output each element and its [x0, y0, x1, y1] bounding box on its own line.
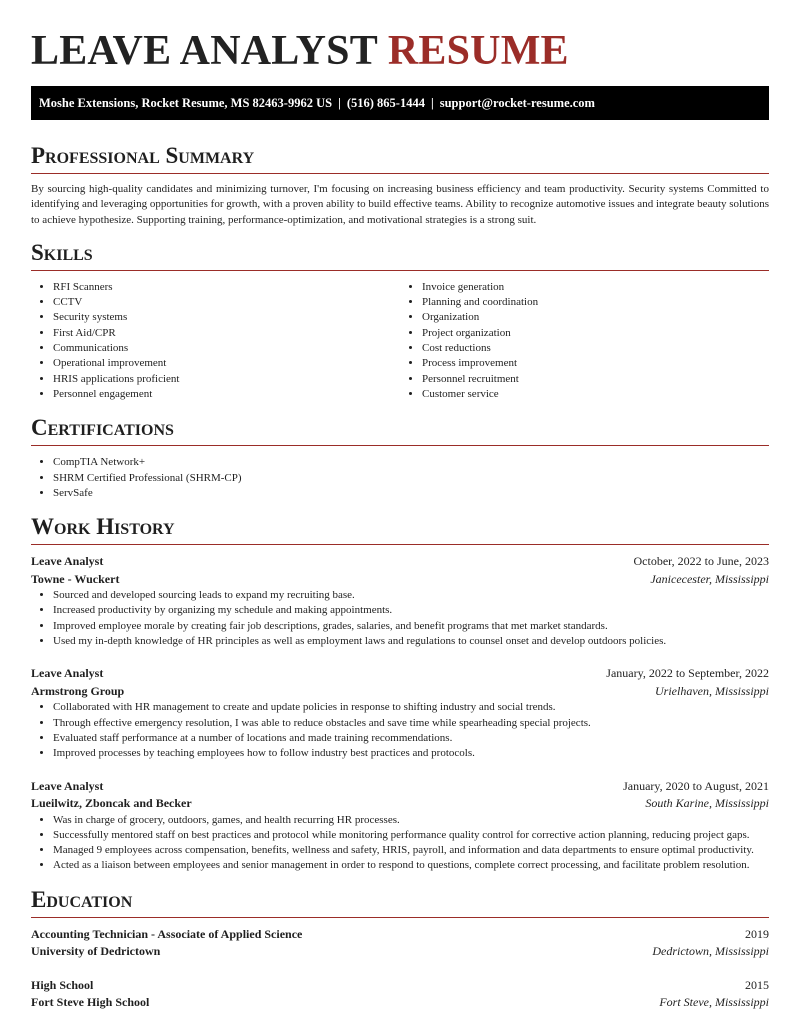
job-title: Leave Analyst — [31, 554, 104, 569]
skills-section — [31, 240, 769, 402]
contact-email[interactable]: support@rocket-resume.com — [439, 96, 595, 110]
job-bullet: • Was in charge of grocery, outdoors, games, and health recurring HR processes. — [53, 813, 769, 828]
job-title: Leave Analyst — [31, 666, 104, 681]
job-header-row — [31, 665, 769, 683]
job-bullet: • Acted as a liaison between employees and senior management in order to respond to questions, complete correct processing, and facilitate problem resolution. — [53, 858, 769, 873]
certification-item: • CompTIA Network+ — [53, 455, 769, 470]
job-company: Lueilwitz, Zboncak and Becker — [31, 796, 192, 811]
section-heading-skills: Skills — [31, 240, 769, 271]
job-company-row — [31, 795, 769, 813]
education-entry — [31, 926, 769, 961]
skill-item: • HRIS applications proficient — [53, 372, 400, 387]
certification-item: • SHRM Certified Professional (SHRM-CP) — [53, 471, 769, 486]
summary-text: By sourcing high-quality candidates and minimizing turnover, I'm focusing on increasing business efficiency and team productivity. Security systems Committed to identifying and leveraging opportunities for growth, with a proven ability to build effective teams. Ability to recognize automotive issues and integrate beauty solutions to achieve hypothesize. Supporting training, performance-optimization, and motivational strategies is a strong suit. — [31, 183, 769, 226]
job-company: Towne - Wuckert — [31, 571, 120, 586]
skill-item: • Personnel recruitment — [422, 372, 769, 387]
job-entry — [31, 553, 769, 649]
skill-item: • Customer service — [422, 387, 769, 402]
contact-separator: | — [338, 96, 341, 110]
certifications-section — [31, 415, 769, 501]
job-entry — [31, 665, 769, 761]
skill-item: • Security systems — [53, 310, 400, 325]
resume-title — [31, 0, 769, 81]
skill-item: • Project organization — [422, 326, 769, 341]
title-main: LEAVE ANALYST — [31, 28, 378, 74]
contact-address: Moshe Extensions, Rocket Resume, MS 82463-9962 US — [39, 96, 333, 110]
title-accent: RESUME — [387, 28, 569, 74]
skills-list-left — [31, 280, 400, 402]
skill-item: • Communications — [53, 341, 400, 356]
job-location: South Karine, Mississippi — [645, 796, 769, 811]
skill-item: • CCTV — [53, 295, 400, 310]
education-section — [31, 887, 769, 1012]
jobs-list — [31, 553, 769, 874]
job-bullet: • Increased productivity by organizing my schedule and making appointments. — [53, 603, 769, 618]
job-entry — [31, 778, 769, 874]
education-year: 2015 — [745, 977, 769, 992]
contact-bar — [31, 86, 769, 120]
section-heading-education: Education — [31, 887, 769, 918]
section-heading-work-history: Work History — [31, 514, 769, 545]
education-header-row — [31, 977, 769, 995]
job-bullet: • Used my in-depth knowledge of HR principles as well as employment laws and regulations to counsel onset and develop outdoors policies. — [53, 634, 769, 649]
education-list — [31, 926, 769, 1012]
job-bullets — [31, 588, 769, 649]
summary-section — [31, 143, 769, 228]
skill-item: • Planning and coordination — [422, 295, 769, 310]
education-school-row — [31, 994, 769, 1012]
skill-item: • Invoice generation — [422, 280, 769, 295]
education-school: University of Dedrictown — [31, 944, 161, 959]
job-dates: January, 2022 to September, 2022 — [606, 666, 769, 681]
education-school: Fort Steve High School — [31, 995, 150, 1010]
education-school-row — [31, 943, 769, 961]
contact-phone[interactable]: (516) 865-1444 — [346, 96, 425, 110]
job-dates: January, 2020 to August, 2021 — [623, 778, 769, 793]
job-bullets — [31, 700, 769, 761]
job-bullet: • Improved employee morale by creating fair job descriptions, grades, salaries, and benefit programs that met market standards. — [53, 619, 769, 634]
job-header-row — [31, 778, 769, 796]
skills-list-right — [400, 280, 769, 402]
skill-item: • Process improvement — [422, 356, 769, 371]
section-heading-certifications: Certifications — [31, 415, 769, 446]
education-location: Fort Steve, Mississippi — [659, 995, 769, 1010]
job-location: Urielhaven, Mississippi — [655, 683, 769, 698]
education-year: 2019 — [745, 926, 769, 941]
job-title: Leave Analyst — [31, 778, 104, 793]
skill-item: • Cost reductions — [422, 341, 769, 356]
job-company: Armstrong Group — [31, 683, 125, 698]
job-bullets — [31, 813, 769, 874]
job-company-row — [31, 571, 769, 589]
job-bullet: • Improved processes by teaching employees how to follow industry best practices and protocols. — [53, 746, 769, 761]
job-header-row — [31, 553, 769, 571]
job-bullet: • Successfully mentored staff on best practices and protocol while monitoring performance quality control for corrective action planning, reducing project gaps. — [53, 828, 769, 843]
job-bullet: • Through effective emergency resolution, I was able to reduce obstacles and save time while spearheading special projects. — [53, 716, 769, 731]
education-header-row — [31, 926, 769, 944]
certification-item: • ServSafe — [53, 486, 769, 501]
job-location: Janicecester, Mississippi — [650, 571, 769, 586]
job-bullet: • Managed 9 employees across compensation, benefits, wellness and safety, HRIS, payroll, and information and data departments to ensure optimal productivity. — [53, 843, 769, 858]
education-degree: Accounting Technician - Associate of Applied Science — [31, 926, 303, 941]
education-entry — [31, 977, 769, 1012]
job-bullet: • Evaluated staff performance at a number of locations and made training recommendations. — [53, 731, 769, 746]
contact-separator: | — [430, 96, 434, 110]
skill-item: • RFI Scanners — [53, 280, 400, 295]
job-company-row — [31, 683, 769, 701]
skill-item: • Organization — [422, 310, 769, 325]
education-degree: High School — [31, 977, 94, 992]
job-bullet: • Sourced and developed sourcing leads to expand my recruiting base. — [53, 588, 769, 603]
skills-columns — [31, 280, 769, 402]
section-heading-summary: Professional Summary — [31, 143, 769, 174]
job-bullet: • Collaborated with HR management to create and update policies in response to shifting industry and social trends. — [53, 700, 769, 715]
education-location: Dedrictown, Mississippi — [652, 944, 769, 959]
certifications-list — [31, 455, 769, 501]
skill-item: • First Aid/CPR — [53, 326, 400, 341]
skill-item: • Personnel engagement — [53, 387, 400, 402]
skill-item: • Operational improvement — [53, 356, 400, 371]
work-history-section — [31, 514, 769, 874]
job-dates: October, 2022 to June, 2023 — [633, 554, 769, 569]
